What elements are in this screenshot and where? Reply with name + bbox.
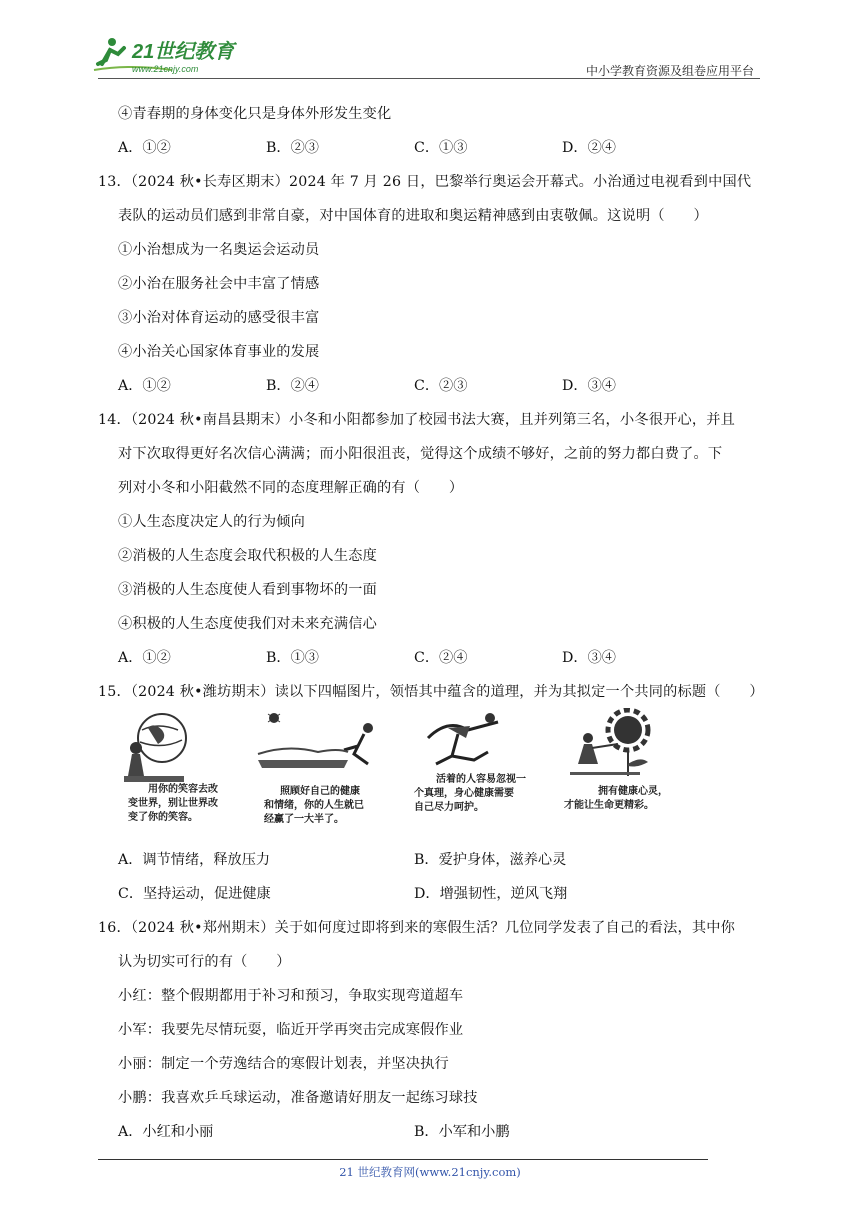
footer-divider	[98, 1159, 708, 1160]
q13-option-b[interactable]: B．②④	[266, 378, 319, 394]
q12-option-c[interactable]: C．①③	[414, 140, 468, 156]
svg-text:照顾好自己的健康: 照顾好自己的健康	[280, 786, 360, 797]
q14-option-a[interactable]: A．①②	[118, 650, 171, 666]
q14-item-3: ③消极的人生态度使人看到事物坏的一面	[118, 582, 377, 598]
svg-text:才能让生命更精彩。: 才能让生命更精彩。	[564, 800, 654, 811]
q12-option-d[interactable]: D．②④	[562, 140, 616, 156]
q13-stem-line-2: 表队的运动员们感到非常自豪，对中国体育的进取和奥运精神感到由衷敬佩。这说明（ ）	[118, 208, 708, 224]
svg-text:和情绪，你的人生就已: 和情绪，你的人生就已	[264, 800, 364, 811]
flower-girl-illustration	[564, 710, 668, 811]
q14-item-1: ①人生态度决定人的行为倾向	[118, 514, 306, 530]
q14-option-c[interactable]: C．②④	[414, 650, 468, 666]
q13-item-3: ③小治对体育运动的感受很丰富	[118, 310, 320, 326]
q13-item-2: ②小治在服务社会中丰富了情感	[118, 276, 320, 292]
svg-text:用你的笑容去改: 用你的笑容去改	[148, 784, 218, 795]
header-divider	[98, 78, 760, 79]
q12-option-b[interactable]: B．②③	[266, 140, 319, 156]
smiling-girl-globe-illustration	[124, 714, 218, 823]
q16-opinion-xiaohong: 小红：整个假期都用于补习和预习，争取实现弯道超车	[118, 988, 464, 1004]
q14-option-d[interactable]: D．③④	[562, 650, 616, 666]
gardening-person-illustration	[258, 713, 373, 825]
q14-stem-line-1: 14．（2024 秋•南昌县期末）小冬和小阳都参加了校园书法大赛，且并列第三名，小冬很开心，并且	[98, 412, 736, 428]
platform-name: 中小学教育资源及组卷应用平台	[585, 64, 754, 78]
q16-opinion-xiaojun: 小军：我要先尽情玩耍，临近开学再突击完成寒假作业	[118, 1022, 464, 1038]
svg-text:变了你的笑容。: 变了你的笑容。	[128, 812, 198, 823]
svg-text:活着的人容易忽视一: 活着的人容易忽视一	[436, 774, 526, 785]
q14-item-2: ②消极的人生态度会取代积极的人生态度	[118, 548, 377, 564]
svg-text:21世纪教育: 21世纪教育	[132, 41, 235, 63]
q15-option-a[interactable]: A．调节情绪，释放压力	[118, 852, 271, 868]
runner-logo-icon	[92, 34, 262, 78]
q16-stem-line-2: 认为切实可行的有（ ）	[118, 954, 291, 970]
q14-item-4: ④积极的人生态度使我们对未来充满信心	[118, 616, 377, 632]
svg-text:变世界，别让世界改: 变世界，别让世界改	[128, 798, 218, 809]
svg-text:自己尽力呵护。: 自己尽力呵护。	[414, 802, 484, 813]
q15-four-panel-figure	[118, 708, 680, 836]
q13-item-4: ④小治关心国家体育事业的发展	[118, 344, 320, 360]
q16-opinion-xiaoli: 小丽：制定一个劳逸结合的寒假计划表，并坚决执行	[118, 1056, 449, 1072]
q15-stem: 15．（2024 秋•潍坊期末）读以下四幅图片，领悟其中蕴含的道理，并为其拟定一个共同的标题（ ）	[98, 684, 764, 700]
q16-option-b[interactable]: B．小军和小鹏	[414, 1124, 510, 1140]
q16-stem-line-1: 16．（2024 秋•郑州期末）关于如何度过即将到来的寒假生活？几位同学发表了自己的看法，其中你	[98, 920, 736, 936]
q12-item-4: ④青春期的身体变化只是身体外形发生变化	[118, 106, 392, 122]
q13-option-c[interactable]: C．②③	[414, 378, 468, 394]
q13-stem-line-1: 13．（2024 秋•长寿区期末）2024 年 7 月 26 日，巴黎举行奥运会开幕式。小治通过电视看到中国代	[98, 174, 752, 190]
svg-text:经赢了一大半了。: 经赢了一大半了。	[264, 814, 344, 825]
q14-stem-line-3: 列对小冬和小阳截然不同的态度理解正确的有（ ）	[118, 480, 464, 496]
q16-option-a[interactable]: A．小红和小丽	[118, 1124, 214, 1140]
running-person-illustration	[414, 713, 526, 813]
q13-option-d[interactable]: D．③④	[562, 378, 616, 394]
q15-option-c[interactable]: C．坚持运动，促进健康	[118, 886, 271, 902]
q12-option-a[interactable]: A．①②	[118, 140, 171, 156]
svg-text:拥有健康心灵，: 拥有健康心灵，	[598, 786, 668, 797]
q15-option-d[interactable]: D．增强韧性，逆风飞翔	[414, 886, 568, 902]
svg-text:个真理，身心健康需要: 个真理，身心健康需要	[414, 788, 514, 799]
q15-option-b[interactable]: B．爱护身体，滋养心灵	[414, 852, 567, 868]
q14-stem-line-2: 对下次取得更好名次信心满满；而小阳很沮丧，觉得这个成绩不够好，之前的努力都白费了。下	[118, 446, 723, 462]
site-logo[interactable]	[92, 34, 262, 78]
q16-opinion-xiaopeng: 小鹏：我喜欢乒乓球运动，准备邀请好朋友一起练习球技	[118, 1090, 478, 1106]
q13-item-1: ①小治想成为一名奥运会运动员	[118, 242, 320, 258]
q14-option-b[interactable]: B．①③	[266, 650, 319, 666]
svg-text:www.21cnjy.com: www.21cnjy.com	[132, 64, 199, 74]
q13-option-a[interactable]: A．①②	[118, 378, 171, 394]
footer-source[interactable]: 21 世纪教育网(www.21cnjy.com)	[339, 1165, 521, 1179]
